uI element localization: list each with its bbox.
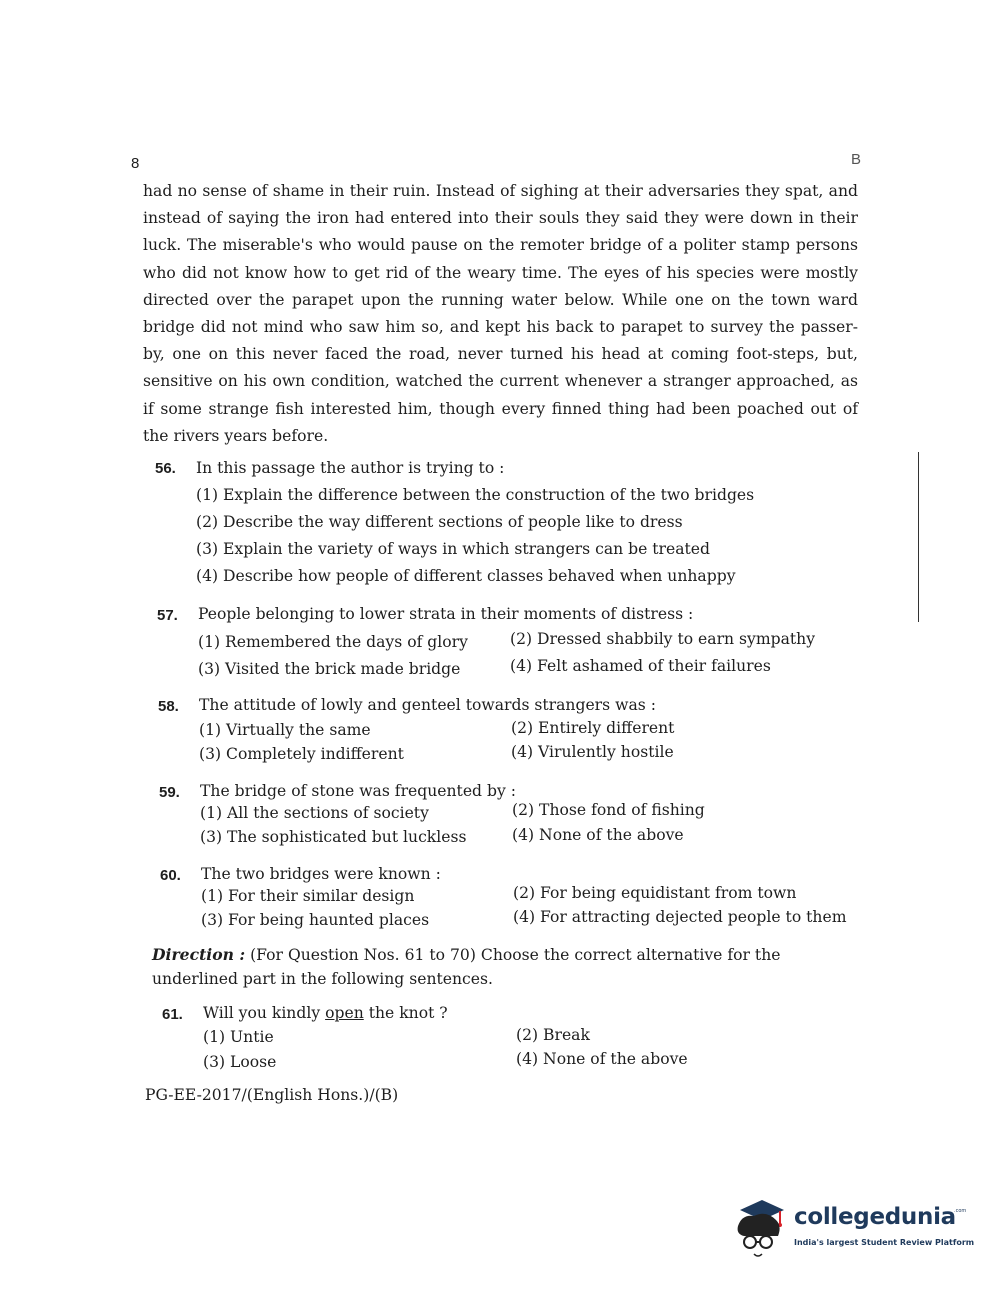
- question-number: 60.: [160, 867, 181, 884]
- option-4: (4) Describe how people of different classes behaved when unhappy: [196, 567, 736, 585]
- option-2: (2) Break: [516, 1026, 590, 1044]
- set-code: B: [851, 151, 862, 168]
- question-stem: People belonging to lower strata in their moments of distress :: [198, 605, 694, 623]
- option-2: (2) Entirely different: [511, 719, 675, 737]
- option-4: (4) None of the above: [516, 1050, 688, 1068]
- option-4: (4) Felt ashamed of their failures: [510, 657, 771, 675]
- option-3: (3) Completely indifferent: [199, 745, 404, 763]
- option-2: (2) Dressed shabbily to earn sympathy: [510, 630, 816, 648]
- stem-underlined: open: [325, 1004, 364, 1022]
- brand-suffix: .com: [954, 1208, 967, 1214]
- question-stem: The bridge of stone was frequented by :: [200, 782, 516, 800]
- option-2: (2) Describe the way different sections of people like to dress: [196, 513, 683, 531]
- question-stem: [203, 1004, 448, 1022]
- option-3: (3) The sophisticated but luckless: [200, 828, 467, 846]
- question-number: 59.: [159, 784, 180, 801]
- page-number: 8: [131, 155, 140, 172]
- option-1: (1) All the sections of society: [200, 804, 429, 822]
- option-1: (1) Virtually the same: [199, 721, 371, 739]
- option-2: (2) For being equidistant from town: [513, 884, 797, 902]
- question-stem: The two bridges were known :: [201, 865, 441, 883]
- paper-code: PG-EE-2017/(English Hons.)/(B): [145, 1086, 399, 1104]
- option-3: (3) Explain the variety of ways in which strangers can be treated: [196, 540, 711, 558]
- option-1: (1) Untie: [203, 1028, 274, 1046]
- option-3: (3) Loose: [203, 1053, 277, 1071]
- mascot-icon: [732, 1196, 792, 1266]
- passage: [143, 178, 858, 450]
- question-number: 57.: [157, 607, 178, 624]
- option-3: (3) Visited the brick made bridge: [198, 660, 461, 678]
- question-number: 58.: [158, 698, 179, 715]
- question-stem: In this passage the author is trying to :: [196, 459, 505, 477]
- direction-label: Direction :: [152, 945, 246, 964]
- option-2: (2) Those fond of fishing: [512, 801, 705, 819]
- question-stem: The attitude of lowly and genteel towards strangers was :: [199, 696, 656, 714]
- direction: [152, 943, 864, 991]
- question-number: 61.: [162, 1006, 183, 1023]
- option-1: (1) For their similar design: [201, 887, 415, 905]
- brand-name: collegedunia: [794, 1204, 956, 1230]
- option-4: (4) Virulently hostile: [511, 743, 674, 761]
- brand-tagline: India's largest Student Review Platform: [794, 1238, 975, 1247]
- option-1: (1) Explain the difference between the construction of the two bridges: [196, 486, 755, 504]
- option-4: (4) For attracting dejected people to them: [513, 908, 847, 926]
- passage-text: had no sense of shame in their ruin. Instead of sighing at their adversaries they spat, and instead of saying the iron had entered into their souls they said they were down in their luck. The miserable's who would pause on the remoter bridge of a politer stamp persons who did not know how to get rid of the weary time. The eyes of his species were mostly directed over the parapet upon the running water below. While one on the town ward bridge did not mind who saw him so, and kept his back to parapet to survey the passer-by, one on this never faced the road, never turned his head at coming foot-steps, but, sensitive on his own condition, watched the current whenever a stranger approached, as if some strange fish interested him, though every finned thing had been poached out of the rivers years before.: [143, 182, 858, 445]
- margin-line: [918, 452, 919, 622]
- option-4: (4) None of the above: [512, 826, 684, 844]
- collegedunia-logo: [732, 1196, 975, 1266]
- question-number: 56.: [155, 460, 176, 477]
- stem-after: the knot ?: [363, 1004, 448, 1022]
- stem-before: Will you kindly: [203, 1004, 326, 1022]
- option-1: (1) Remembered the days of glory: [198, 633, 468, 651]
- option-3: (3) For being haunted places: [201, 911, 430, 929]
- direction-text: (For Question Nos. 61 to 70) Choose the correct alternative for the underlined part in the following sentences.: [152, 946, 781, 988]
